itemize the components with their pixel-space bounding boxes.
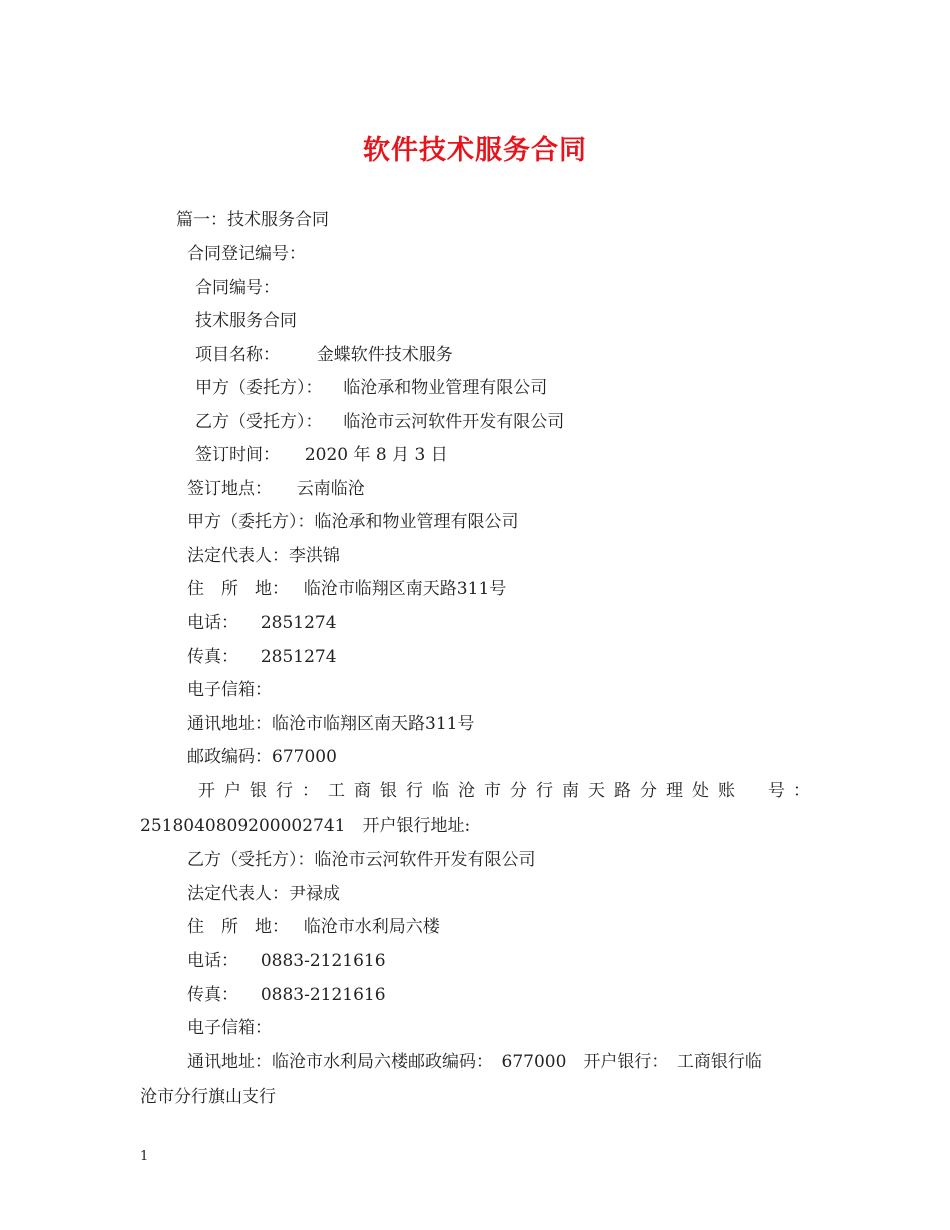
party-a-bank: 开户银行：工商银行临沧市分行南天路分理处 (198, 781, 718, 801)
party-b-bank-branch: 沧市分行旗山支行 (140, 1087, 276, 1107)
project-name-label: 项目名称： (195, 345, 280, 365)
registration-number-label: 合同登记编号： (187, 244, 306, 264)
sign-date-label: 签订时间： (195, 445, 280, 465)
sign-place-value: 云南临沧 (296, 479, 365, 499)
party-a-address-value: 临沧市临翔区南天路311号 (303, 579, 507, 599)
party-b-phone-label: 电话： (187, 951, 238, 971)
party-b-full: 乙方（受托方）：临沧市云河软件开发有限公司 (187, 850, 536, 870)
document-title: 软件技术服务合同 (363, 135, 587, 166)
party-a-mail-address: 通讯地址：临沧市临翔区南天路311号 (187, 714, 475, 734)
party-b-address-value: 临沧市水利局六楼 (303, 917, 440, 937)
party-a-phone-label: 电话： (187, 613, 238, 633)
party-a-fax-label: 传真： (187, 647, 238, 667)
party-b-fax-value: 0883-2121616 (260, 985, 386, 1005)
party-a-phone-row (187, 612, 337, 634)
party-b-email: 电子信箱： (187, 1018, 272, 1038)
contract-type: 技术服务合同 (195, 311, 297, 331)
party-b-fax-label: 传真： (187, 985, 238, 1005)
party-a-value: 临沧承和物业管理有限公司 (343, 378, 548, 398)
section-heading: 篇一：技术服务合同 (176, 210, 329, 230)
page-number: 1 (140, 1149, 149, 1164)
project-name-value: 金蝶软件技术服务 (316, 345, 453, 365)
party-a-legal-rep: 法定代表人：李洪锦 (187, 546, 340, 566)
party-b-address-bank: 通讯地址：临沧市水利局六楼邮政编码： 677000 开户银行： 工商银行临 (187, 1052, 762, 1072)
party-a-account-label: 账 号： (718, 781, 818, 801)
party-a-address-row (187, 578, 506, 600)
party-a-row (195, 377, 547, 399)
party-a-postcode: 邮政编码：677000 (187, 747, 337, 767)
sign-date-row (195, 444, 448, 466)
sign-place-row (187, 478, 365, 500)
party-b-address-label: 住 所 地： (187, 917, 289, 937)
party-a-bank-row (198, 780, 818, 802)
party-b-phone-value: 0883-2121616 (260, 951, 386, 971)
sign-date-value: 2020 年 8 月 3 日 (304, 445, 448, 465)
party-a-full: 甲方（委托方）：临沧承和物业管理有限公司 (187, 512, 519, 532)
party-b-legal-rep: 法定代表人：尹禄成 (187, 884, 340, 904)
contract-number-label: 合同编号： (195, 278, 280, 298)
project-name-row (195, 344, 453, 366)
party-a-email: 电子信箱： (187, 680, 272, 700)
party-b-address-row (187, 916, 440, 938)
party-a-phone-value: 2851274 (260, 613, 337, 633)
party-a-fax-row (187, 646, 337, 668)
party-a-label: 甲方（委托方）： (195, 378, 323, 398)
sign-place-label: 签订地点： (187, 479, 272, 499)
party-a-account-row: 2518040809200002741 开户银行地址: (140, 816, 471, 836)
party-b-row (195, 411, 564, 433)
party-b-phone-row (187, 950, 386, 972)
party-b-value: 临沧市云河软件开发有限公司 (343, 412, 565, 432)
party-a-fax-value: 2851274 (260, 647, 337, 667)
party-b-fax-row (187, 984, 386, 1006)
party-b-label: 乙方（受托方）： (195, 412, 323, 432)
party-a-address-label: 住 所 地： (187, 579, 289, 599)
